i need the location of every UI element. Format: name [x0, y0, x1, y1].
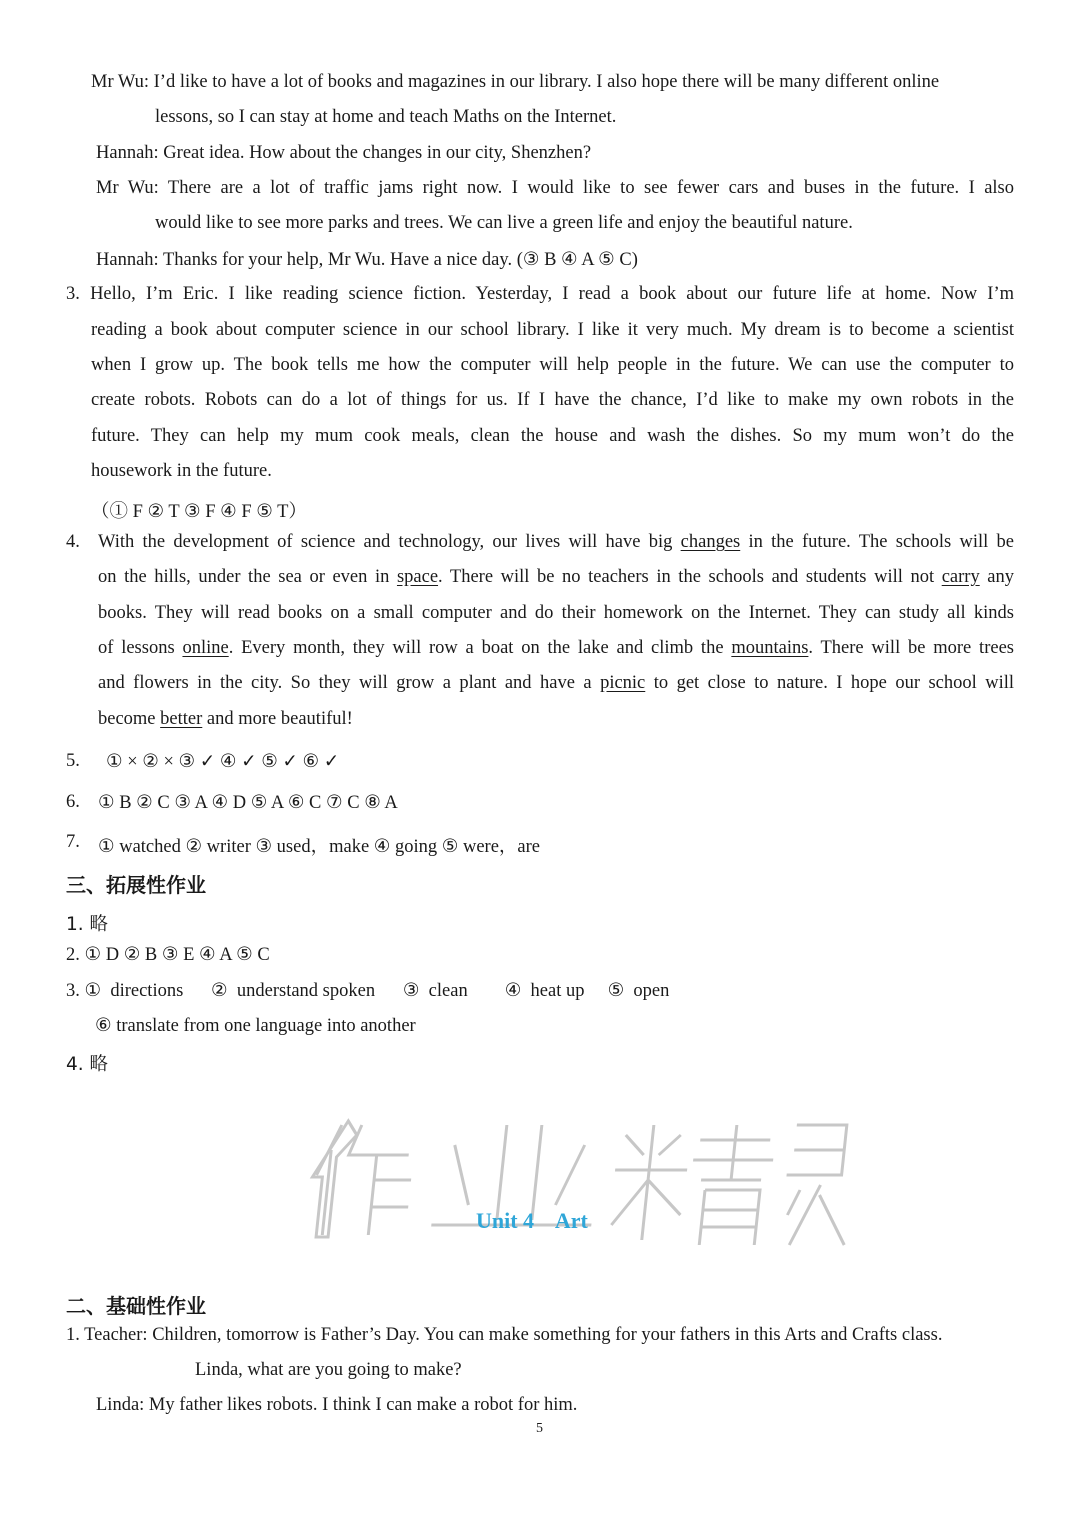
q4-text: and more beautiful! [202, 709, 353, 729]
q4-blank-answer: mountains [731, 638, 809, 658]
q4-number: 4. [66, 532, 80, 552]
unit-title: Unit 4 Art [476, 1208, 588, 1233]
q4-line4 [98, 638, 1014, 659]
q3-line: 3. Hello, I’m Eric. I like reading science fiction. Yesterday, I read a book about our future life at home. Now I’m [66, 284, 1014, 304]
q4-line2 [98, 567, 1014, 588]
q4-blank-answer: better [160, 709, 203, 729]
dialog-wu2-line2: would like to see more parks and trees. We can live a green life and enjoy the beautiful nature. [155, 213, 853, 233]
q3-line: when I grow up. The book tells me how the computer will help people in the future. We can use the computer to [91, 355, 1014, 375]
q4-text: become [98, 709, 161, 729]
q3-answers: （① F ② T ③ F ④ F ⑤ T） [91, 502, 307, 522]
q6-number: 6. [66, 792, 80, 812]
section3-item3-cont: ⑥ translate from one language into another [95, 1016, 416, 1036]
section-heading-basic: 二、基础性作业 [66, 1294, 206, 1318]
q4-text: With the development of science and technology, our lives will have big [98, 532, 681, 552]
q4-line3: books. They will read books on a small computer and do their homework on the Internet. They can study all kinds [98, 603, 1014, 623]
dialog-teacher-line2: Linda, what are you going to make? [195, 1360, 462, 1380]
q4-line1 [98, 532, 1014, 553]
q3-line: future. They can help my mum cook meals, clean the house and wash the dishes. So my mum won’t do the [91, 426, 1014, 446]
q4-line5 [98, 673, 1014, 694]
q4-text: . There will be more trees [808, 638, 1014, 658]
q4-text: and flowers in the city. So they will grow a plant and have a [98, 673, 601, 693]
q4-text: in the future. The schools will be [740, 532, 1014, 552]
dialog-wu-line2: lessons, so I can stay at home and teach Maths on the Internet. [155, 107, 617, 127]
dialog-teacher-line1: 1. Teacher: Children, tomorrow is Father’s Day. You can make something for your fathers in this Arts and Crafts class. [66, 1325, 943, 1345]
q7-answers: ① watched ② writer ③ used，make ④ going ⑤ were，are [98, 837, 540, 857]
q5-number: 5. [66, 751, 80, 771]
q4-blank-answer: carry [941, 567, 980, 587]
dialog-wu-line1: Mr Wu: I’d like to have a lot of books and magazines in our library. I also hope there will be many different online [91, 72, 940, 92]
q4-text: any [979, 567, 1015, 587]
dialog-hannah-line: Hannah: Great idea. How about the changes in our city, Shenzhen? [96, 143, 592, 163]
section3-item3: 3. ① directions ② understand spoken ③ clean ④ heat up ⑤ open [66, 981, 670, 1001]
q4-text: . There will be no teachers in the schools and students will not [438, 567, 942, 587]
q4-text: of lessons [98, 638, 183, 658]
q7-number: 7. [66, 832, 80, 852]
q4-text: on the hills, under the sea or even in [98, 567, 397, 587]
q4-blank-answer: space [396, 567, 439, 587]
section-heading-extended: 三、拓展性作业 [66, 873, 206, 897]
q4-text: to get close to nature. I hope our school will [645, 673, 1014, 693]
q3-line: create robots. Robots can do a lot of things for us. If I have the chance, I’d like to make my own robots in the [91, 390, 1014, 410]
dialog-linda-line: Linda: My father likes robots. I think I can make a robot for him. [96, 1395, 578, 1415]
section3-item4: 4. 略 [66, 1054, 109, 1075]
q6-answers: ① B ② C ③ A ④ D ⑤ A ⑥ C ⑦ C ⑧ A [98, 793, 398, 813]
q4-blank-answer: changes [680, 532, 741, 552]
q5-answers: ① × ② × ③ ✓ ④ ✓ ⑤ ✓ ⑥ ✓ [106, 752, 340, 772]
section3-item1: 1. 略 [66, 914, 109, 935]
dialog-wu2-line1: Mr Wu: There are a lot of traffic jams right now. I would like to see fewer cars and buses in the future. I also [96, 178, 1014, 198]
dialog-hannah2-line: Hannah: Thanks for your help, Mr Wu. Have a nice day. (③ B ④ A ⑤ C) [96, 250, 638, 270]
q4-blank-answer: picnic [600, 673, 646, 693]
section3-item2: 2. ① D ② B ③ E ④ A ⑤ C [66, 945, 270, 965]
q4-line6 [98, 709, 353, 730]
page-number: 5 [536, 1421, 543, 1436]
q4-text: . Every month, they will row a boat on the lake and climb the [228, 638, 732, 658]
q4-blank-answer: online [182, 638, 229, 658]
q3-line-last: housework in the future. [91, 461, 272, 481]
q3-line: reading a book about computer science in our school library. I like it very much. My dream is to become a scientist [91, 320, 1014, 340]
